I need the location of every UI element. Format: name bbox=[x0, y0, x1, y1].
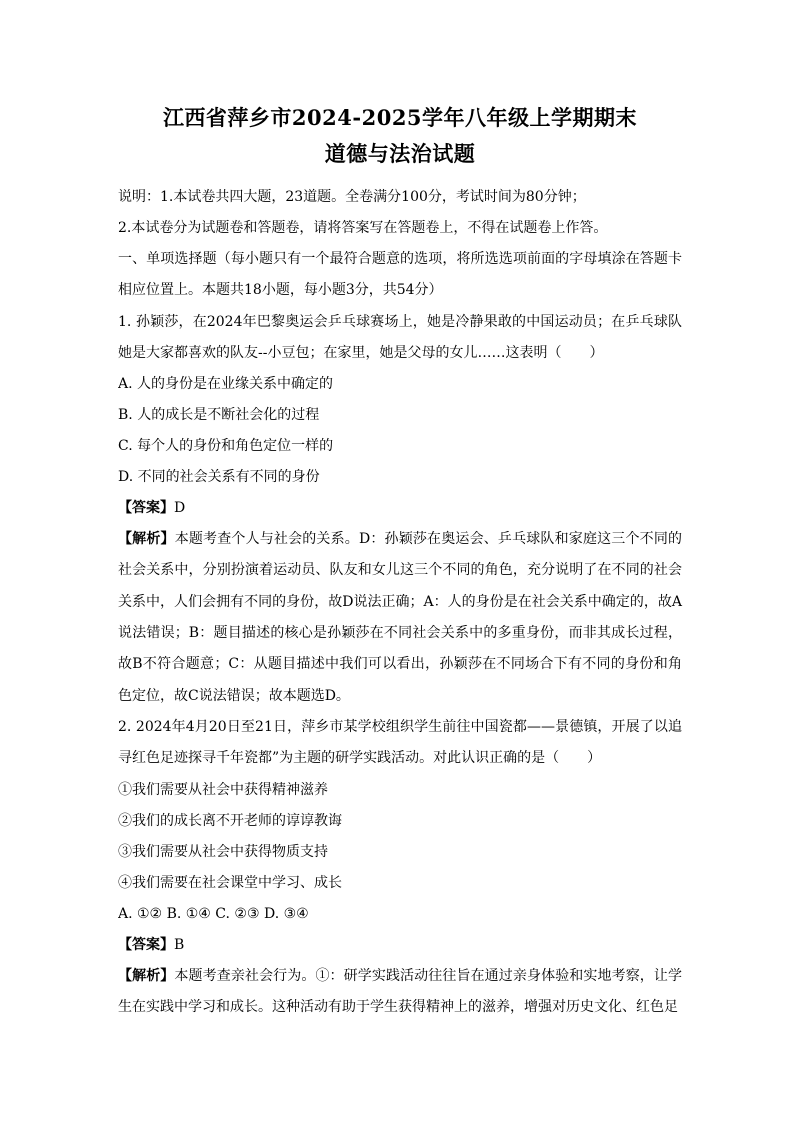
question-stem: 2. 2024年4月20日至21日，萍乡市某学校组织学生前往中国瓷都——景德镇，开展了以追寻红色足迹探寻千年瓷都”为主题的研学实践活动。对此认识正确的是（ ） bbox=[118, 718, 682, 767]
analysis-text: 本题考查个人与社会的关系。D：孙颖莎在奥运会、乒乓球队和家庭这三个不同的社会关系中，分别扮演着运动员、队友和女儿这三个不同的角色，充分说明了在不同的社会关系中，人们会拥有不同的身份，故D说法正确；A：人的身份是在社会关系中确定的，故A说法错误；B：题目描述的核心是孙颖莎在不同社会关系中的多重身份，而非其成长过程，故B不符合题意；C：从题目描述中我们可以看出，孙颖莎在不同场合下有不同的身份和角色定位，故C说法错误；故本题选D。 bbox=[118, 531, 682, 704]
instruction-note-2: 2.本试卷分为试题卷和答题卷，请将答案写在答题卷上，不得在试题卷上作答。 bbox=[118, 220, 608, 236]
statement-3: ③我们需要从社会中获得物质支持 bbox=[118, 843, 328, 860]
answer-line bbox=[118, 930, 682, 961]
answer-tag: 【答案】 bbox=[118, 936, 174, 953]
option-a: A. 人的身份是在业缘关系中确定的 bbox=[118, 376, 334, 393]
option-c: C. 每个人的身份和角色定位一样的 bbox=[118, 438, 334, 455]
answer-tag: 【答案】 bbox=[118, 500, 174, 517]
question-2 bbox=[118, 712, 682, 1023]
analysis-text: 本题考查亲社会行为。①：研学实践活动往往旨在通过亲身体验和实地考察，让学生在实践中学习和成长。这种活动有助于学生获得精神上的滋养，增强对历史文化、红色足 bbox=[118, 967, 683, 1015]
analysis-tag: 【解析】 bbox=[118, 531, 175, 548]
section-heading: 一、单项选择题（每小题只有一个最符合题意的选项，将所选选项前面的字母填涂在答题卡相应位置上。本题共18小题，每小题3分，共54分） bbox=[118, 251, 682, 299]
answer-value: D bbox=[174, 500, 186, 517]
answer-value: B bbox=[174, 936, 185, 953]
analysis-paragraph bbox=[118, 524, 682, 712]
analysis-tag: 【解析】 bbox=[118, 967, 175, 984]
options-line: A. ①② B. ①④ C. ②③ D. ③④ bbox=[118, 905, 309, 922]
statement-2: ②我们的成长离不开老师的谆谆教诲 bbox=[118, 812, 342, 829]
analysis-paragraph bbox=[118, 961, 682, 1024]
statement-1: ①我们需要从社会中获得精神滋养 bbox=[118, 781, 328, 798]
doc-title: 江西省萍乡市2024-2025学年八年级上学期期末 bbox=[162, 105, 638, 130]
question-1 bbox=[118, 307, 682, 712]
instruction-note-1: 说明：1.本试卷共四大题，23道题。全卷满分100分，考试时间为80分钟； bbox=[118, 189, 586, 205]
option-d: D. 不同的社会关系有不同的身份 bbox=[118, 469, 320, 486]
doc-subtitle: 道德与法治试题 bbox=[324, 141, 476, 166]
answer-line bbox=[118, 493, 682, 524]
option-b: B. 人的成长是不断社会化的过程 bbox=[118, 407, 320, 424]
question-stem: 1. 孙颖莎，在2024年巴黎奥运会乒乓球赛场上，她是冷静果敢的中国运动员；在乒乓球队她是大家都喜欢的队友--小豆包；在家里，她是父母的女儿……这表明（ ） bbox=[118, 313, 682, 361]
statement-4: ④我们需要在社会课堂中学习、成长 bbox=[118, 874, 342, 891]
